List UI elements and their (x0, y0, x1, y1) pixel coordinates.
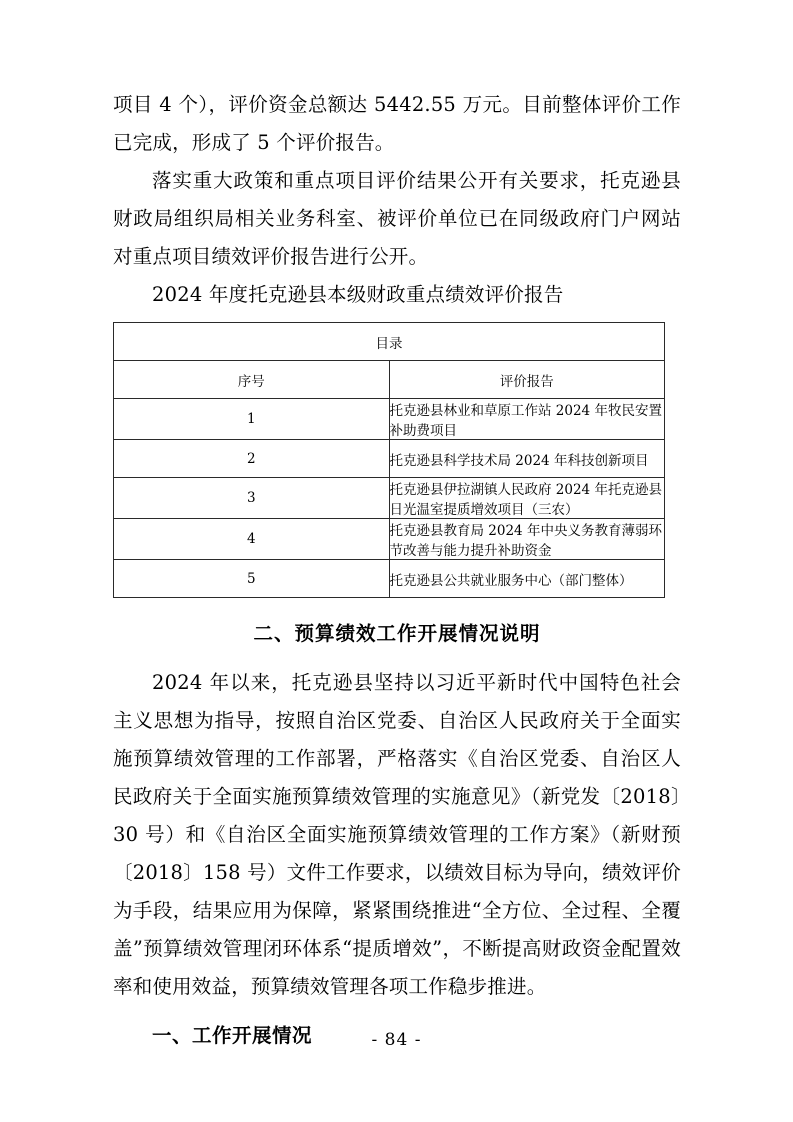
table-header-row (114, 361, 665, 399)
table-title-row (114, 323, 665, 361)
paragraph-body: 2024 年以来，托克逊县坚持以习近平新时代中国特色社会主义思想为指导，按照自治区党委、自治区人民政府关于全面实施预算绩效管理的工作部署，严格落实《自治区党委、自治区人民政府关于全面实施预算绩效管理的实施意见》（新党发〔2018〕30 号）和《自治区全面实施预算绩效管理的工作方案》（新财预〔2018〕158 号）文件工作要求，以绩效目标为导向，绩效评价为手段，结果应用为保障，紧紧围绕推进“全方位、全过程、全覆盖”预算绩效管理闭环体系“提质增效”，不断提高财政资金配置效率和使用效益，预算绩效管理各项工作稳步推进。 (113, 671, 681, 998)
table-cell-name: 托克逊县科学技术局 2024 年科技创新项目 (389, 440, 665, 478)
section-heading: 二、预算绩效工作开展情况说明 (253, 622, 541, 645)
table-cell-name: 托克逊县公共就业服务中心（部门整体） (389, 560, 665, 598)
table-cell-no: 4 (114, 519, 390, 560)
page-content (113, 86, 681, 1056)
table-cell-no: 5 (114, 560, 390, 598)
table-header-no: 序号 (114, 361, 390, 399)
table-header-name: 评价报告 (389, 361, 665, 399)
table-row (114, 560, 665, 598)
paragraph-continued: 项目 4 个），评价资金总额达 5442.55 万元。目前整体评价工作已完成，形成了 5 个评价报告。 (113, 93, 681, 154)
paragraph-disclosure: 落实重大政策和重点项目评价结果公开有关要求，托克逊县财政局组织局相关业务科室、被评价单位已在同级政府门户网站对重点项目绩效评价报告进行公开。 (113, 169, 681, 268)
table-row (114, 399, 665, 440)
catalog-table (113, 322, 665, 598)
table-row (114, 519, 665, 560)
table-cell-no: 3 (114, 478, 390, 519)
sub-heading: 一、工作开展情况 (152, 1024, 313, 1047)
report-title: 2024 年度托克逊县本级财政重点绩效评价报告 (152, 283, 564, 306)
table-row (114, 440, 665, 478)
table-cell-no: 2 (114, 440, 390, 478)
table-cell-name: 托克逊县伊拉湖镇人民政府 2024 年托克逊县日光温室提质增效项目（三农） (389, 478, 665, 519)
table-cell-name: 托克逊县林业和草原工作站 2024 年牧民安置补助费项目 (389, 399, 665, 440)
table-row (114, 478, 665, 519)
page-number: - 84 - (371, 1030, 422, 1050)
table-cell-no: 1 (114, 399, 390, 440)
table-title-cell: 目录 (114, 323, 665, 361)
table-cell-name: 托克逊县教育局 2024 年中央义务教育薄弱环节改善与能力提升补助资金 (389, 519, 665, 560)
